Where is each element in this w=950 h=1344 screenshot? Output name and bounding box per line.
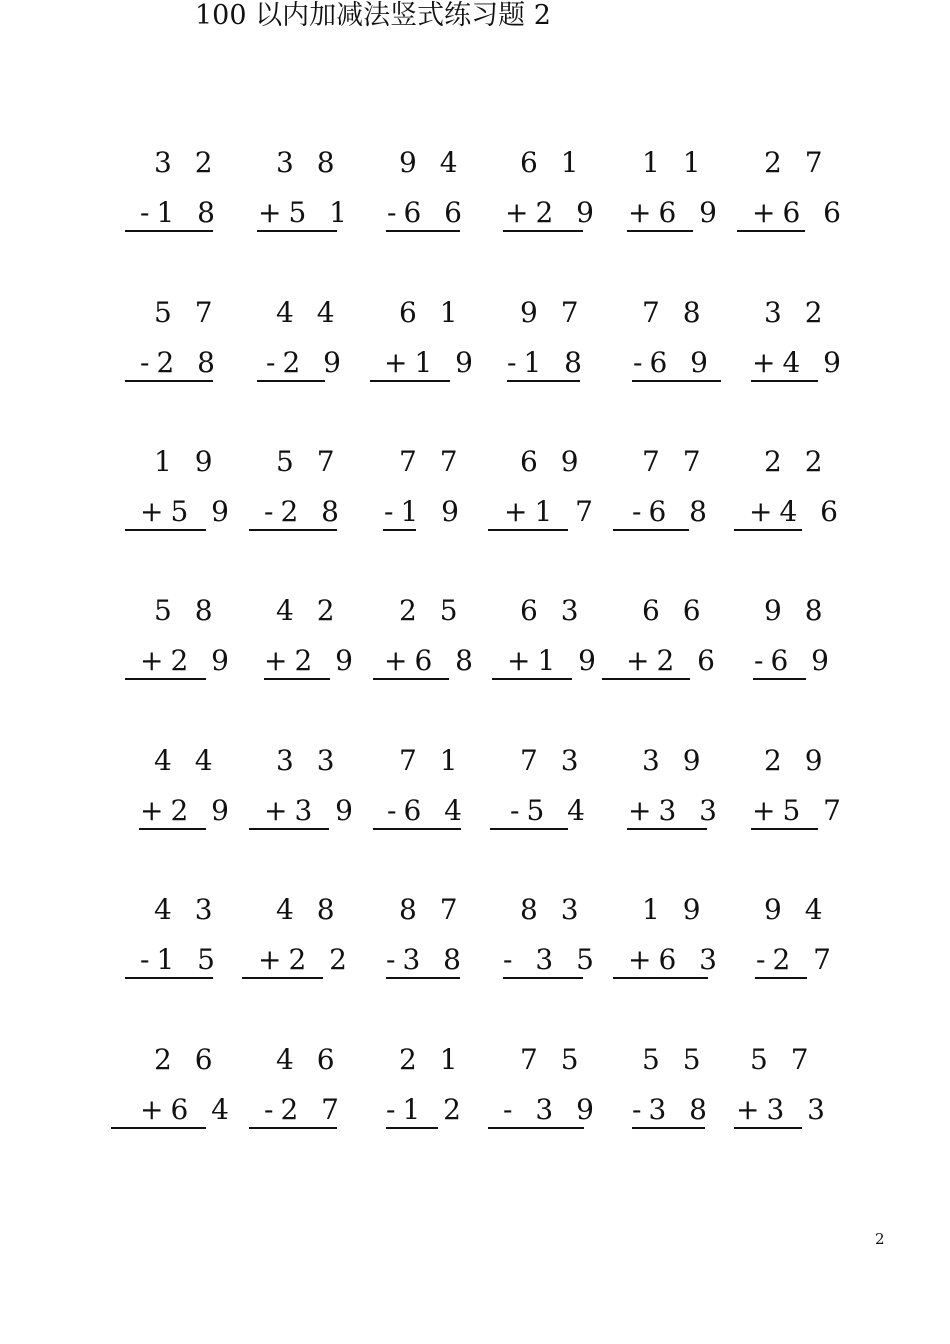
bottom-operand: -1 8 — [507, 346, 589, 379]
arithmetic-problem — [0, 893, 950, 983]
bottom-operand: +1 9 — [384, 346, 480, 379]
answer-line — [753, 678, 806, 680]
top-operand: 9 7 — [520, 296, 586, 329]
bottom-operand: -1 2 — [386, 1093, 468, 1126]
top-operand: 4 8 — [276, 893, 342, 926]
bottom-operand: -6 8 — [632, 495, 714, 528]
bottom-operand: - 3 5 — [503, 943, 601, 976]
answer-line — [734, 1127, 802, 1129]
top-operand: 9 4 — [399, 146, 465, 179]
bottom-operand: -6 9 — [633, 346, 715, 379]
top-operand: 7 8 — [642, 296, 708, 329]
top-operand: 6 6 — [642, 594, 708, 627]
bottom-operand: +6 4 — [140, 1093, 236, 1126]
bottom-operand: +6 8 — [384, 644, 480, 677]
bottom-operand: +4 6 — [749, 495, 845, 528]
top-operand: 3 8 — [276, 146, 342, 179]
bottom-operand: -3 8 — [386, 943, 468, 976]
bottom-operand: +2 9 — [264, 644, 360, 677]
top-operand: 1 1 — [642, 146, 708, 179]
bottom-operand: +5 7 — [752, 794, 848, 827]
top-operand: 4 2 — [276, 594, 342, 627]
top-operand: 2 9 — [764, 744, 830, 777]
top-operand: 1 9 — [154, 445, 220, 478]
bottom-operand: - 3 9 — [503, 1093, 601, 1126]
bottom-operand: -3 8 — [632, 1093, 714, 1126]
top-operand: 6 1 — [399, 296, 465, 329]
arithmetic-problem — [0, 445, 950, 535]
bottom-operand: -2 8 — [264, 495, 346, 528]
top-operand: 5 7 — [750, 1043, 816, 1076]
arithmetic-problem — [0, 296, 950, 386]
top-operand: 8 3 — [520, 893, 586, 926]
answer-line — [751, 380, 818, 382]
top-operand: 6 9 — [520, 445, 586, 478]
top-operand: 9 8 — [764, 594, 830, 627]
bottom-operand: -1 5 — [140, 943, 222, 976]
top-operand: 2 7 — [764, 146, 830, 179]
top-operand: 5 7 — [154, 296, 220, 329]
arithmetic-problem — [0, 744, 950, 834]
bottom-operand: -6 6 — [387, 196, 469, 229]
top-operand: 5 7 — [276, 445, 342, 478]
bottom-operand: +5 9 — [140, 495, 236, 528]
bottom-operand: +1 9 — [507, 644, 603, 677]
bottom-operand: -2 7 — [756, 943, 838, 976]
top-operand: 7 7 — [399, 445, 465, 478]
bottom-operand: -2 7 — [264, 1093, 346, 1126]
answer-line — [737, 230, 805, 232]
bottom-operand: -1 8 — [140, 196, 222, 229]
bottom-operand: +6 6 — [752, 196, 848, 229]
top-operand: 3 2 — [154, 146, 220, 179]
top-operand: 4 4 — [154, 744, 220, 777]
bottom-operand: +1 7 — [504, 495, 600, 528]
bottom-operand: +2 9 — [140, 794, 236, 827]
top-operand: 4 4 — [276, 296, 342, 329]
top-operand: 7 7 — [642, 445, 708, 478]
top-operand: 3 9 — [642, 744, 708, 777]
bottom-operand: +4 9 — [752, 346, 848, 379]
top-operand: 8 7 — [399, 893, 465, 926]
top-operand: 4 3 — [154, 893, 220, 926]
arithmetic-problem — [0, 146, 950, 236]
page-title: 100 以内加减法竖式练习题 2 — [195, 0, 551, 31]
answer-line — [751, 828, 818, 830]
top-operand: 9 4 — [764, 893, 830, 926]
bottom-operand: +5 1 — [258, 196, 354, 229]
answer-line — [755, 977, 807, 979]
bottom-operand: +6 9 — [628, 196, 724, 229]
bottom-operand: +2 9 — [140, 644, 236, 677]
bottom-operand: +3 3 — [628, 794, 724, 827]
bottom-operand: -2 9 — [266, 346, 348, 379]
top-operand: 3 3 — [276, 744, 342, 777]
top-operand: 7 5 — [520, 1043, 586, 1076]
top-operand: 7 1 — [399, 744, 465, 777]
bottom-operand: +2 9 — [505, 196, 601, 229]
top-operand: 5 5 — [642, 1043, 708, 1076]
bottom-operand: +3 3 — [736, 1093, 832, 1126]
bottom-operand: -6 4 — [387, 794, 469, 827]
top-operand: 6 1 — [520, 146, 586, 179]
bottom-operand: -5 4 — [510, 794, 592, 827]
bottom-operand: +2 2 — [258, 943, 354, 976]
bottom-operand: +3 9 — [264, 794, 360, 827]
page-number: 2 — [875, 1230, 885, 1248]
top-operand: 7 3 — [520, 744, 586, 777]
bottom-operand: -6 9 — [754, 644, 836, 677]
answer-line — [734, 529, 802, 531]
arithmetic-problem — [0, 594, 950, 684]
top-operand: 6 3 — [520, 594, 586, 627]
top-operand: 4 6 — [276, 1043, 342, 1076]
bottom-operand: +6 3 — [628, 943, 724, 976]
top-operand: 2 1 — [399, 1043, 465, 1076]
top-operand: 2 2 — [764, 445, 830, 478]
top-operand: 1 9 — [642, 893, 708, 926]
top-operand: 2 6 — [154, 1043, 220, 1076]
top-operand: 3 2 — [764, 296, 830, 329]
arithmetic-problem — [0, 1043, 950, 1133]
bottom-operand: -2 8 — [140, 346, 222, 379]
bottom-operand: +2 6 — [626, 644, 722, 677]
top-operand: 2 5 — [399, 594, 465, 627]
bottom-operand: -1 9 — [384, 495, 466, 528]
top-operand: 5 8 — [154, 594, 220, 627]
